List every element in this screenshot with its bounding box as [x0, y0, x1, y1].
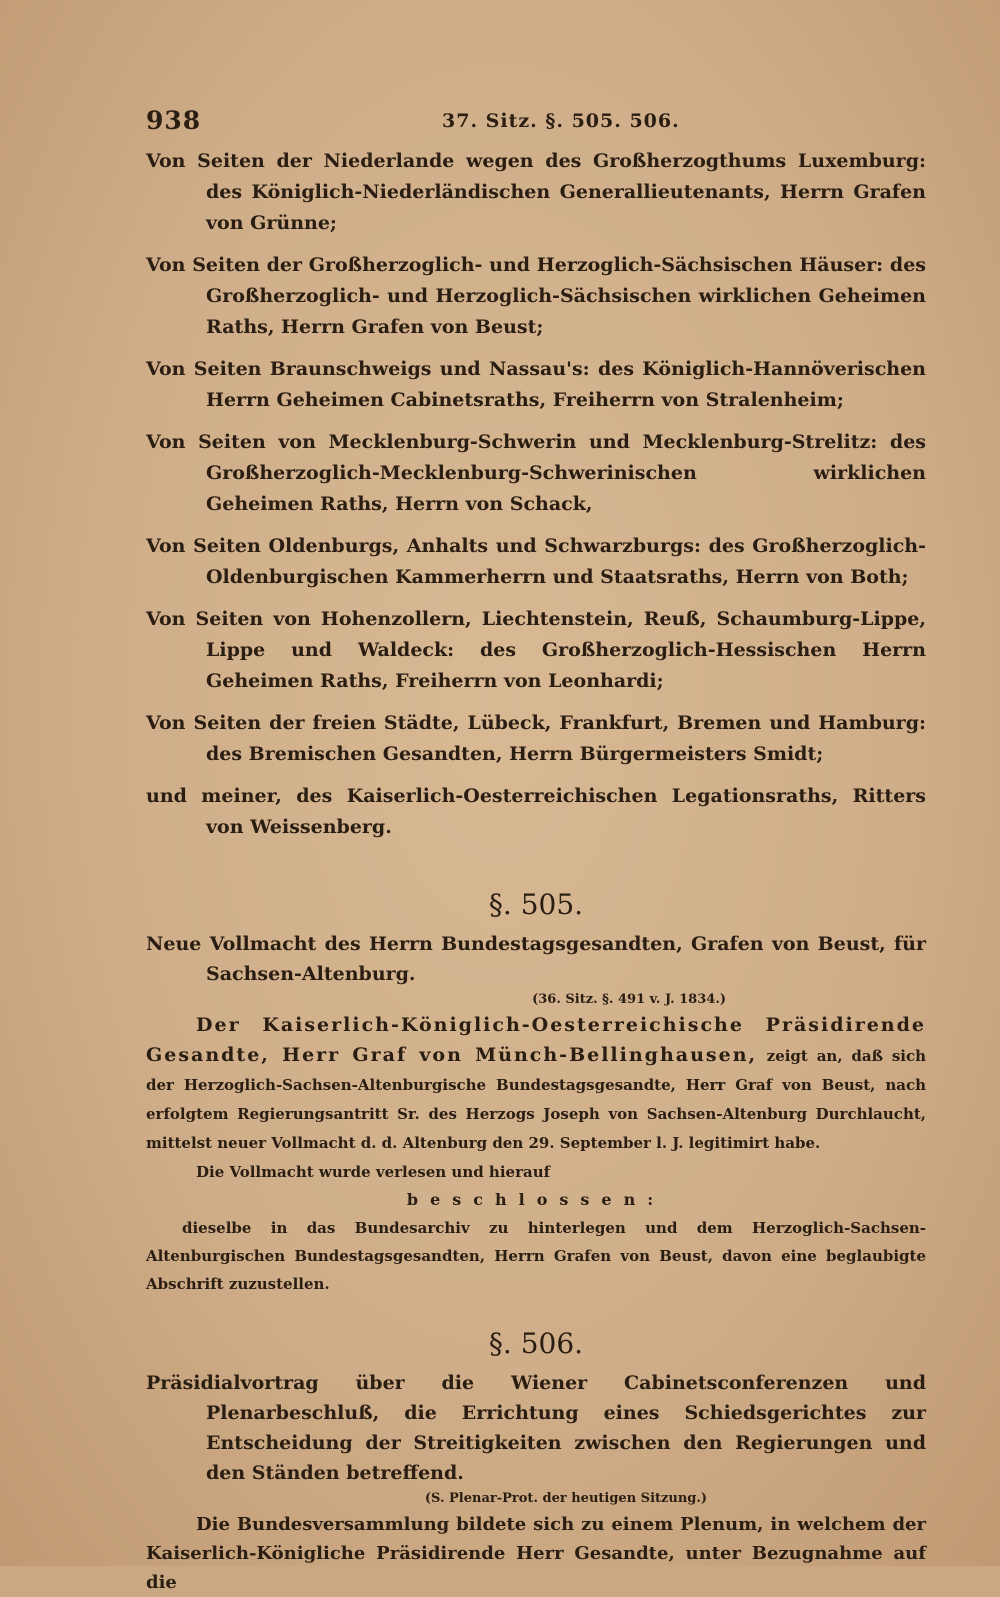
section-heading: Neue Vollmacht des Herrn Bundestagsgesandten, Grafen von Beust, für Sachsen-Altenburg.: [146, 933, 926, 985]
section-heading: Präsidialvortrag über die Wiener Cabinetsconferenzen und Plenarbeschluß, die Errichtung eines Schiedsgerichtes zur Entscheidung der Streitigkeiten zwischen den Regierungen und den Ständen betreffend.: [146, 1372, 926, 1484]
read-statement: Die Vollmacht wurde verlesen und hierauf: [196, 1163, 551, 1181]
section-citation: (36. Sitz. §. 491 v. J. 1834.): [532, 992, 726, 1007]
delegate-entry: Von Seiten der Niederlande wegen des Großherzogthums Luxemburg: des Königlich-Niederländischen Generallieutenants, Herrn Grafen von Grünne;: [146, 150, 926, 234]
page-header: [146, 106, 910, 146]
running-title: 37. Sitz. §. 505. 506.: [442, 110, 680, 132]
page-body: [146, 146, 926, 1597]
section-number: §. 505.: [488, 888, 584, 921]
delegate-entry: Von Seiten der Großherzoglich- und Herzoglich-Sächsischen Häuser: des Großherzoglich- und Herzoglich-Sächsischen wirklichen Geheimen Raths, Herrn Grafen von Beust;: [146, 254, 926, 338]
section-505: [146, 887, 926, 1298]
page-number: 938: [146, 106, 202, 135]
section-506: [146, 1326, 926, 1597]
delegate-entry: Von Seiten von Hohenzollern, Liechtenstein, Reuß, Schaumburg-Lippe, Lippe und Waldeck: des Großherzoglich-Hessischen Herrn Geheimen Raths, Freiherrn von Leonhardi;: [146, 608, 926, 692]
section-paragraph: [146, 1011, 926, 1158]
section-number: §. 506.: [488, 1327, 584, 1360]
section-citation: (S. Plenar-Prot. der heutigen Sitzung.): [424, 1491, 708, 1506]
resolution-text: dieselbe in das Bundesarchiv zu hinterlegen und dem Herzoglich-Sachsen-Altenburgischen Bundestagsgesandten, Herrn Grafen von Beust, davon eine beglaubigte Abschrift zuzustellen.: [146, 1219, 926, 1293]
section-paragraph: Die Bundesversammlung bildete sich zu einem Plenum, in welchem der Kaiserlich-Königliche Präsidirende Herr Gesandte, unter Bezugnahme auf die: [146, 1514, 926, 1593]
delegate-entry: Von Seiten Oldenburgs, Anhalts und Schwarzburgs: des Großherzoglich-Oldenburgischen Kammerherrn und Staatsraths, Herrn von Both;: [146, 535, 926, 588]
paragraph-lead: Der Kaiserlich-Königlich-Oesterreichische Präsidirende Gesandte, Herr Graf von Münch-Bellinghausen,: [146, 1014, 926, 1066]
paragraph-text: zeigt an, daß sich der Herzoglich-Sachsen-Altenburgische Bundestagsgesandte, Herr Graf von Beust, nach erfolgtem Regierungsantritt Sr. des Herzogs Joseph von Sachsen-Altenburg Durchlaucht, mittelst neuer Vollmacht d. d. Altenburg den 29. September l. J. legitimirt habe.: [146, 1047, 926, 1152]
delegate-entry: Von Seiten der freien Städte, Lübeck, Frankfurt, Bremen und Hamburg: des Bremischen Gesandten, Herrn Bürgermeisters Smidt;: [146, 712, 926, 765]
delegate-entry: Von Seiten von Mecklenburg-Schwerin und Mecklenburg-Strelitz: des Großherzoglich-Mecklenburg-Schwerinischen wirklichen Geheimen Raths, Herrn von Schack,: [146, 431, 926, 515]
delegate-entry: Von Seiten Braunschweigs und Nassau's: des Königlich-Hannöverischen Herrn Geheimen Cabinetsraths, Freiherrn von Stralenheim;: [146, 358, 926, 411]
delegate-entry: und meiner, des Kaiserlich-Oesterreichischen Legationsraths, Ritters von Weissenberg.: [146, 785, 926, 838]
decision-word: beschlossen:: [406, 1190, 666, 1209]
